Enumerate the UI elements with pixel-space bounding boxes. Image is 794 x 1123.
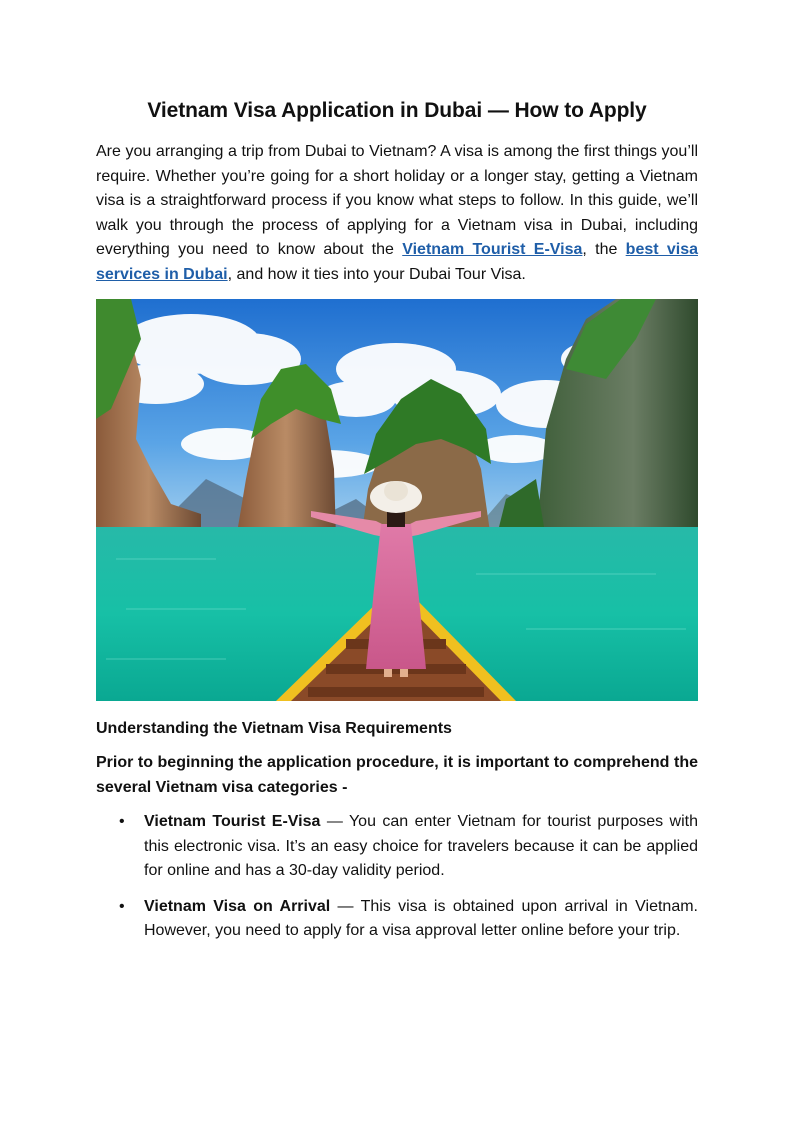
intro-text-2: , the: [582, 241, 626, 258]
visa-categories-intro: Prior to beginning the application procedure, it is important to comprehend the several Vietnam visa categories -: [96, 754, 698, 796]
visa-type-description: — This visa is obtained upon arrival in Vietnam. However, you need to apply for a visa approval letter online before your trip.: [144, 897, 698, 939]
list-item: [144, 895, 698, 944]
visa-type-description: — You can enter Vietnam for tourist purposes with this electronic visa. It’s an easy choice for travelers because it can be applied for online and has a 30-day validity period.: [144, 813, 699, 879]
document-page: [96, 96, 698, 955]
visa-types-list: [96, 810, 698, 944]
hero-photo-illustration: [96, 299, 698, 701]
hero-photo: [96, 299, 698, 701]
list-item: [144, 810, 698, 884]
visa-type-name: Vietnam Visa on Arrival: [144, 897, 331, 915]
intro-text-3: , and how it ties into your Dubai Tour Visa.: [227, 265, 526, 283]
visa-type-name: Vietnam Tourist E-Visa: [144, 813, 321, 830]
intro-paragraph: [96, 140, 698, 287]
section-heading: Understanding the Vietnam Visa Requirements: [96, 720, 452, 737]
best-visa-services-link[interactable]: best visa services in Dubai: [96, 241, 698, 283]
article-title: Vietnam Visa Application in Dubai — How to Apply: [147, 99, 647, 122]
intro-text-1: Are you arranging a trip from Dubai to Vietnam? A visa is among the first things you’ll require. Whether you’re going for a short holiday or a longer stay, getting a Vietnam visa is a straightforward process if you know what steps to follow. In this guide, we’ll walk you through the process of applying for a Vietnam visa in Dubai, including everything you need to know about the: [96, 143, 698, 258]
vietnam-tourist-evisa-link[interactable]: Vietnam Tourist E-Visa: [402, 241, 583, 258]
